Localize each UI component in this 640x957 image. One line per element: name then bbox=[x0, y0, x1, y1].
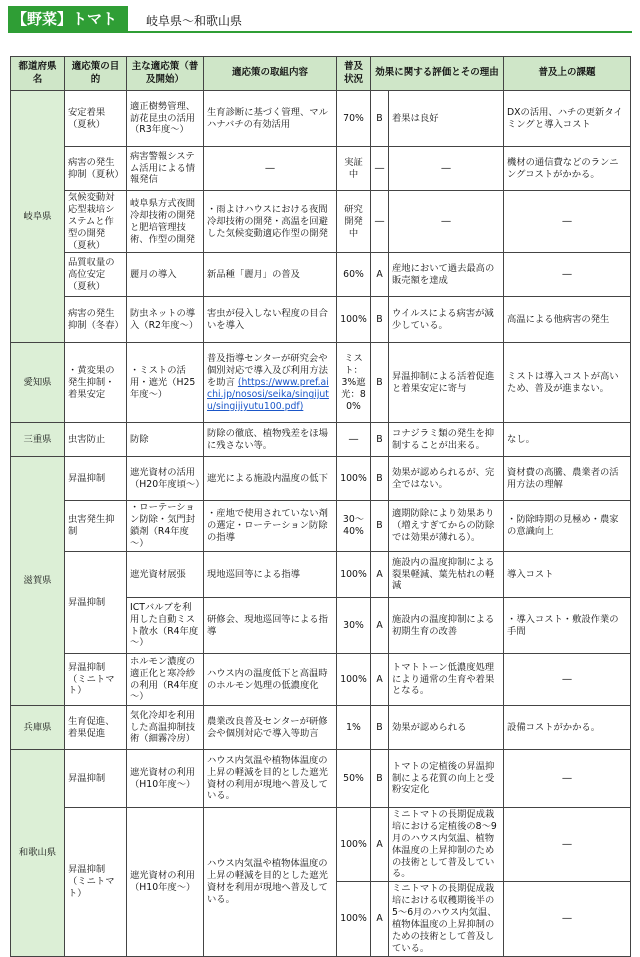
reason-cell: ミニトマトの長期促成栽培における収穫期後半の5～6月のハウス内気温、植物体温度の上昇抑制のための技術として普及している。 bbox=[389, 882, 504, 956]
table-row bbox=[11, 343, 631, 423]
status-cell: 50% bbox=[337, 750, 371, 808]
page-header bbox=[8, 6, 632, 32]
header-divider bbox=[8, 31, 632, 33]
content-cell: 農業改良普及センターが研修会や個別対応で導入等助言 bbox=[204, 706, 337, 750]
reason-cell: トマトの定植後の昇温抑制による花質の向上と受粉安定化 bbox=[389, 750, 504, 808]
issue-cell: 導入コスト bbox=[504, 552, 631, 598]
reason-cell: 着果は良好 bbox=[389, 91, 504, 147]
status-cell: ミスト：3%遮光：80% bbox=[337, 343, 371, 423]
reason-cell: 効果が認められるが、完全ではない。 bbox=[389, 457, 504, 501]
measure-cell: ・ローテーション防除・気門封鎖剤（R4年度～） bbox=[127, 501, 204, 552]
reason-cell: ― bbox=[389, 147, 504, 191]
measure-cell: 麗月の導入 bbox=[127, 253, 204, 297]
reason-cell: コナジラミ類の発生を抑制することが出来る。 bbox=[389, 423, 504, 457]
content-cell: 害虫が侵入しない程度の目合いを導入 bbox=[204, 297, 337, 343]
measure-cell: 遮光資材展張 bbox=[127, 552, 204, 598]
grade-cell: B bbox=[371, 343, 389, 423]
reason-cell: 施設内の温度抑制による裂果軽減、葉先枯れの軽減 bbox=[389, 552, 504, 598]
table-row bbox=[11, 457, 631, 501]
measure-cell: 気化冷却を利用した高温抑制技術（細霧冷房） bbox=[127, 706, 204, 750]
reason-cell: ミニトマトの長期促成栽培における定植後の8～9月のハウス内気温、植物体温度の上昇抑制のための技術として普及している。 bbox=[389, 808, 504, 882]
content-cell: 防除の徹底、植物残差をほ場に残さない等。 bbox=[204, 423, 337, 457]
status-cell: 1% bbox=[337, 706, 371, 750]
issue-cell: 機材の通信費などのランニングコストがかかる。 bbox=[504, 147, 631, 191]
issue-cell: ― bbox=[504, 808, 631, 882]
purpose-cell: 昇温抑制 bbox=[65, 457, 127, 501]
measure-cell: 岐阜県方式夜間冷却技術の開発と肥培管理技術、作型の開発 bbox=[127, 191, 204, 253]
status-cell: 研究開発中 bbox=[337, 191, 371, 253]
content-cell: ― bbox=[204, 147, 337, 191]
measure-cell: ICTバルブを利用した自動ミスト散水（R4年度～） bbox=[127, 598, 204, 654]
reason-cell: ウイルスによる病害が減少している。 bbox=[389, 297, 504, 343]
status-cell: 100% bbox=[337, 297, 371, 343]
issue-cell: 設備コストがかかる。 bbox=[504, 706, 631, 750]
content-cell: ・雨よけハウスにおける夜間冷却技術の開発・高温を回避した気候変動適応作型の開発 bbox=[204, 191, 337, 253]
table-row bbox=[11, 91, 631, 147]
measure-cell: 遮光資材の利用（H10年度～） bbox=[127, 750, 204, 808]
pref-cell-hyogo: 兵庫県 bbox=[11, 706, 65, 750]
pref-cell-aichi: 愛知県 bbox=[11, 343, 65, 423]
content-cell: ハウス内気温や植物体温度の上昇の軽減を目的とした遮光資材を利用が現地へ普及している。 bbox=[204, 808, 337, 957]
table-header-row bbox=[11, 57, 631, 91]
status-cell: 30% bbox=[337, 598, 371, 654]
table-row bbox=[11, 654, 631, 706]
measure-cell: 適正樹勢管理、訪花昆虫の活用（R3年度～） bbox=[127, 91, 204, 147]
grade-cell: A bbox=[371, 654, 389, 706]
table-row bbox=[11, 423, 631, 457]
grade-cell: B bbox=[371, 91, 389, 147]
col-header-status: 普及状況 bbox=[337, 57, 371, 91]
col-header-measure: 主な適応策（普及開始） bbox=[127, 57, 204, 91]
purpose-cell: 生育促進、着果促進 bbox=[65, 706, 127, 750]
col-header-content: 適応策の取組内容 bbox=[204, 57, 337, 91]
issue-cell: ― bbox=[504, 750, 631, 808]
issue-cell: 高温による他病害の発生 bbox=[504, 297, 631, 343]
purpose-cell: 昇温抑制 bbox=[65, 552, 127, 654]
table-row bbox=[11, 501, 631, 552]
purpose-cell: ・黄変果の発生抑制・着果安定 bbox=[65, 343, 127, 423]
content-cell: 生育診断に基づく管理、マルハナバチの有効活用 bbox=[204, 91, 337, 147]
status-cell: 100% bbox=[337, 882, 371, 956]
content-cell bbox=[204, 343, 337, 423]
issue-cell: ・防除時期の見極め・農家の意識向上 bbox=[504, 501, 631, 552]
issue-cell: ― bbox=[504, 253, 631, 297]
purpose-cell: 病害の発生抑制（冬春） bbox=[65, 297, 127, 343]
issue-cell: ・導入コスト・敷設作業の手間 bbox=[504, 598, 631, 654]
status-cell: 30～40% bbox=[337, 501, 371, 552]
status-cell: 70% bbox=[337, 91, 371, 147]
content-cell: 研修会、現地巡回等による指導 bbox=[204, 598, 337, 654]
reason-cell: トマトトーン低濃度処理により通常の生育や着果となる。 bbox=[389, 654, 504, 706]
purpose-cell: 昇温抑制 bbox=[65, 750, 127, 808]
purpose-cell: 昇温抑制（ミニトマト） bbox=[65, 808, 127, 957]
table-row bbox=[11, 147, 631, 191]
issue-cell: 資材費の高騰、農業者の活用方法の理解 bbox=[504, 457, 631, 501]
purpose-cell: 気候変動対応型栽培システムと作型の開発（夏秋） bbox=[65, 191, 127, 253]
purpose-cell: 品質収量の高位安定（夏秋） bbox=[65, 253, 127, 297]
content-cell: 現地巡回等による指導 bbox=[204, 552, 337, 598]
reason-cell: 効果が認められる bbox=[389, 706, 504, 750]
table-row bbox=[11, 750, 631, 808]
adaptation-table bbox=[10, 56, 631, 957]
measure-cell: ・ミストの活用・遮光（H25年度～） bbox=[127, 343, 204, 423]
grade-cell: A bbox=[371, 552, 389, 598]
issue-cell: ミストは導入コストが高いため、普及が進まない。 bbox=[504, 343, 631, 423]
status-cell: 100% bbox=[337, 552, 371, 598]
reason-cell: 昇温抑制による活着促進と着果安定に寄与 bbox=[389, 343, 504, 423]
issue-cell: ― bbox=[504, 654, 631, 706]
grade-cell: A bbox=[371, 253, 389, 297]
purpose-cell: 虫害発生抑制 bbox=[65, 501, 127, 552]
reason-cell: 産地において過去最高の販売額を達成 bbox=[389, 253, 504, 297]
status-cell: 100% bbox=[337, 808, 371, 882]
reference-link[interactable]: (https://www.pref.aichi.jp/nososi/seika/singijutu/singijiyutu100.pdf) bbox=[207, 377, 329, 412]
grade-cell: B bbox=[371, 750, 389, 808]
grade-cell: B bbox=[371, 501, 389, 552]
measure-cell: 遮光資材の活用（H20年度頃～） bbox=[127, 457, 204, 501]
table-row bbox=[11, 706, 631, 750]
measure-cell: 防除 bbox=[127, 423, 204, 457]
purpose-cell: 病害の発生抑制（夏秋） bbox=[65, 147, 127, 191]
table-row bbox=[11, 552, 631, 598]
purpose-cell: 昇温抑制（ミニトマト） bbox=[65, 654, 127, 706]
measure-cell: ホルモン濃度の適正化と寒冷紗の利用（R4年度～） bbox=[127, 654, 204, 706]
pref-cell-mie: 三重県 bbox=[11, 423, 65, 457]
col-header-issue: 普及上の課題 bbox=[504, 57, 631, 91]
grade-cell: A bbox=[371, 882, 389, 956]
pref-cell-wakayama: 和歌山県 bbox=[11, 750, 65, 957]
status-cell: 100% bbox=[337, 654, 371, 706]
reason-cell: 適期防除により効果あり（増えすぎてからの防除では効果が薄れる）。 bbox=[389, 501, 504, 552]
grade-cell: B bbox=[371, 423, 389, 457]
table-row bbox=[11, 808, 631, 882]
reason-cell: ― bbox=[389, 191, 504, 253]
content-cell: 新品種「麗月」の普及 bbox=[204, 253, 337, 297]
col-header-pref: 都道府県名 bbox=[11, 57, 65, 91]
status-cell: 100% bbox=[337, 457, 371, 501]
pref-cell-gifu: 岐阜県 bbox=[11, 91, 65, 343]
content-cell: ハウス内の温度低下と高温時のホルモン処理の低濃度化 bbox=[204, 654, 337, 706]
grade-cell: A bbox=[371, 808, 389, 882]
category-title: 【野菜】トマト bbox=[8, 6, 128, 32]
purpose-cell: 安定着果（夏秋） bbox=[65, 91, 127, 147]
status-cell: 60% bbox=[337, 253, 371, 297]
grade-cell: ― bbox=[371, 147, 389, 191]
grade-cell: ― bbox=[371, 191, 389, 253]
grade-cell: A bbox=[371, 598, 389, 654]
status-cell: ― bbox=[337, 423, 371, 457]
issue-cell: なし。 bbox=[504, 423, 631, 457]
issue-cell: ― bbox=[504, 882, 631, 956]
col-header-evaluation: 効果に関する評価とその理由 bbox=[371, 57, 504, 91]
grade-cell: B bbox=[371, 457, 389, 501]
pref-cell-shiga: 滋賀県 bbox=[11, 457, 65, 706]
table-row bbox=[11, 297, 631, 343]
content-cell: 遮光による施設内温度の低下 bbox=[204, 457, 337, 501]
issue-cell: DXの活用、ハチの更新タイミングと導入コスト bbox=[504, 91, 631, 147]
measure-cell: 遮光資材の利用（H10年度～） bbox=[127, 808, 204, 957]
content-cell: ハウス内気温や植物体温度の上昇の軽減を目的とした遮光資材の利用が現地へ普及している。 bbox=[204, 750, 337, 808]
col-header-purpose: 適応策の目的 bbox=[65, 57, 127, 91]
grade-cell: B bbox=[371, 297, 389, 343]
content-text: 普及指導センターが研究会や個別対応で導入及び利用方法を助言 bbox=[207, 353, 328, 388]
measure-cell: 病害警報システム活用による情報発信 bbox=[127, 147, 204, 191]
table-row bbox=[11, 191, 631, 253]
table-row bbox=[11, 253, 631, 297]
measure-cell: 防虫ネットの導入（R2年度～） bbox=[127, 297, 204, 343]
content-cell: ・産地で使用されていない剤の選定・ローテーション防除の指導 bbox=[204, 501, 337, 552]
reason-cell: 施設内の温度抑制による初期生育の改善 bbox=[389, 598, 504, 654]
status-cell: 実証中 bbox=[337, 147, 371, 191]
region-subtitle: 岐阜県～和歌山県 bbox=[146, 14, 243, 28]
issue-cell: ― bbox=[504, 191, 631, 253]
purpose-cell: 虫害防止 bbox=[65, 423, 127, 457]
grade-cell: B bbox=[371, 706, 389, 750]
